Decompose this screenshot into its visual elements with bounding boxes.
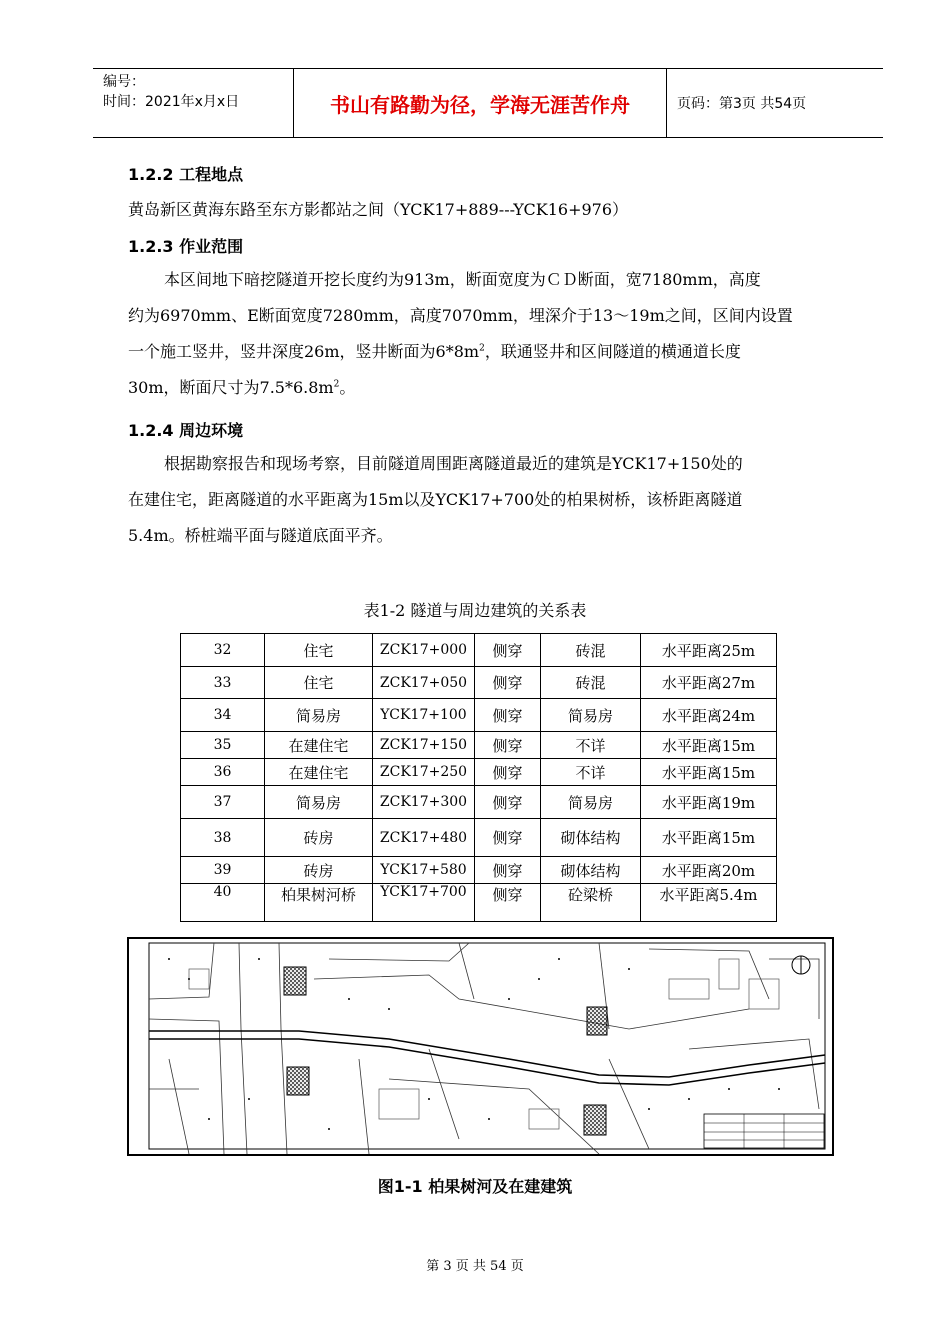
table-cell: 40: [181, 884, 265, 922]
table-cell: 33: [181, 667, 265, 699]
table-cell: 简易房: [265, 786, 373, 819]
figure-caption: 图1-1 柏果树河及在建建筑: [377, 1177, 573, 1196]
s124-line-3: 5.4m。桥桩端平面与隧道底面平齐。: [128, 526, 393, 545]
site-plan-svg: [129, 939, 832, 1154]
table-cell: 34: [181, 699, 265, 732]
table-cell: 水平距离20m: [641, 857, 777, 884]
table-cell: 砖房: [265, 819, 373, 857]
table-cell: 侧穿: [475, 667, 541, 699]
table-row: [181, 857, 777, 884]
table-cell: 37: [181, 786, 265, 819]
table-cell: YCK17+700: [373, 884, 475, 922]
table-cell: 简易房: [265, 699, 373, 732]
table-cell: 住宅: [265, 667, 373, 699]
section-1-2-3-body: [128, 262, 850, 406]
header-motto: 书山有路勤为径，学海无涯苦作舟: [294, 69, 667, 137]
table-cell: 水平距离15m: [641, 819, 777, 857]
table-row: [181, 732, 777, 759]
table-cell: 侧穿: [475, 732, 541, 759]
table-cell: 侧穿: [475, 786, 541, 819]
table-cell: 水平距离15m: [641, 759, 777, 786]
table-cell: 不详: [541, 732, 641, 759]
table-cell: 侧穿: [475, 857, 541, 884]
header-number: 编号：: [103, 74, 145, 90]
table-cell: 水平距离19m: [641, 786, 777, 819]
section-1-2-3-title: 1.2.3 作业范围: [128, 237, 244, 256]
table-cell: 柏果树河桥: [265, 884, 373, 922]
table-cell: 简易房: [541, 699, 641, 732]
table-cell: 36: [181, 759, 265, 786]
section-1-2-4-body: [128, 446, 850, 554]
table-cell: ZCK17+050: [373, 667, 475, 699]
section-1-2-2-text: 黄岛新区黄海东路至东方影都站之间（YCK17+889---YCK16+976）: [128, 200, 629, 219]
s123-line-3: 一个施工竖井，竖井深度26m，竖井断面为$6*8m^2$，联通竖井和区间隧道的横通道长度: [128, 342, 741, 361]
table-cell: 侧穿: [475, 759, 541, 786]
table-cell: 水平距离25m: [641, 634, 777, 667]
relation-table: [180, 633, 777, 922]
table-cell: 35: [181, 732, 265, 759]
table-cell: 水平距离15m: [641, 732, 777, 759]
table-cell: 侧穿: [475, 699, 541, 732]
header-time: 时间：2021年x月x日: [103, 94, 240, 110]
table-cell: ZCK17+150: [373, 732, 475, 759]
table-cell: 砌体结构: [541, 819, 641, 857]
table-cell: 32: [181, 634, 265, 667]
page-footer: 第 3 页 共 54 页: [426, 1259, 524, 1274]
table-cell: 简易房: [541, 786, 641, 819]
table-row: [181, 699, 777, 732]
table-row: [181, 759, 777, 786]
header-meta-cell: [93, 69, 294, 137]
table-cell: 水平距离27m: [641, 667, 777, 699]
table-cell: 砖混: [541, 667, 641, 699]
table-cell: 砖房: [265, 857, 373, 884]
table-cell: ZCK17+250: [373, 759, 475, 786]
page-header: [93, 68, 883, 138]
table-row: [181, 884, 777, 922]
table-cell: 砼梁桥: [541, 884, 641, 922]
table-cell: ZCK17+000: [373, 634, 475, 667]
table-cell: 在建住宅: [265, 759, 373, 786]
table-cell: 在建住宅: [265, 732, 373, 759]
table-cell: 侧穿: [475, 819, 541, 857]
table-cell: 39: [181, 857, 265, 884]
table-cell: YCK17+580: [373, 857, 475, 884]
table-cell: 侧穿: [475, 884, 541, 922]
table-cell: 住宅: [265, 634, 373, 667]
table-cell: 不详: [541, 759, 641, 786]
section-1-2-4-title: 1.2.4 周边环境: [128, 421, 244, 440]
table-cell: 38: [181, 819, 265, 857]
table-row: [181, 667, 777, 699]
s124-line-2: 在建住宅，距离隧道的水平距离为15m以及YCK17+700处的柏果树桥，该桥距离隧道: [128, 490, 743, 509]
table-caption: 表1-2 隧道与周边建筑的关系表: [363, 601, 587, 620]
table-cell: 砖混: [541, 634, 641, 667]
table-row: [181, 819, 777, 857]
header-page-info: 页码：第3页 共54页: [677, 96, 807, 112]
s124-line-1: 根据勘察报告和现场考察，目前隧道周围距离隧道最近的建筑是YCK17+150处的: [164, 454, 743, 473]
table-row: [181, 786, 777, 819]
table-row: [181, 634, 777, 667]
table-cell: YCK17+100: [373, 699, 475, 732]
table-cell: 侧穿: [475, 634, 541, 667]
table-cell: ZCK17+480: [373, 819, 475, 857]
s123-line-2: 约为6970mm、E断面宽度7280mm，高度7070mm，埋深介于13～19m之间，区间内设置: [128, 306, 793, 325]
table-cell: 水平距离24m: [641, 699, 777, 732]
table-cell: ZCK17+300: [373, 786, 475, 819]
table-cell: 水平距离5.4m: [641, 884, 777, 922]
table-cell: 砌体结构: [541, 857, 641, 884]
section-1-2-2-title: 1.2.2 工程地点: [128, 165, 244, 184]
s123-line-1: 本区间地下暗挖隧道开挖长度约为913m，断面宽度为ＣＤ断面，宽7180mm，高度: [164, 270, 761, 289]
s123-line-4: 30m，断面尺寸为$7.5*6.8m^2$。: [128, 378, 356, 397]
site-plan-drawing: [127, 937, 834, 1156]
